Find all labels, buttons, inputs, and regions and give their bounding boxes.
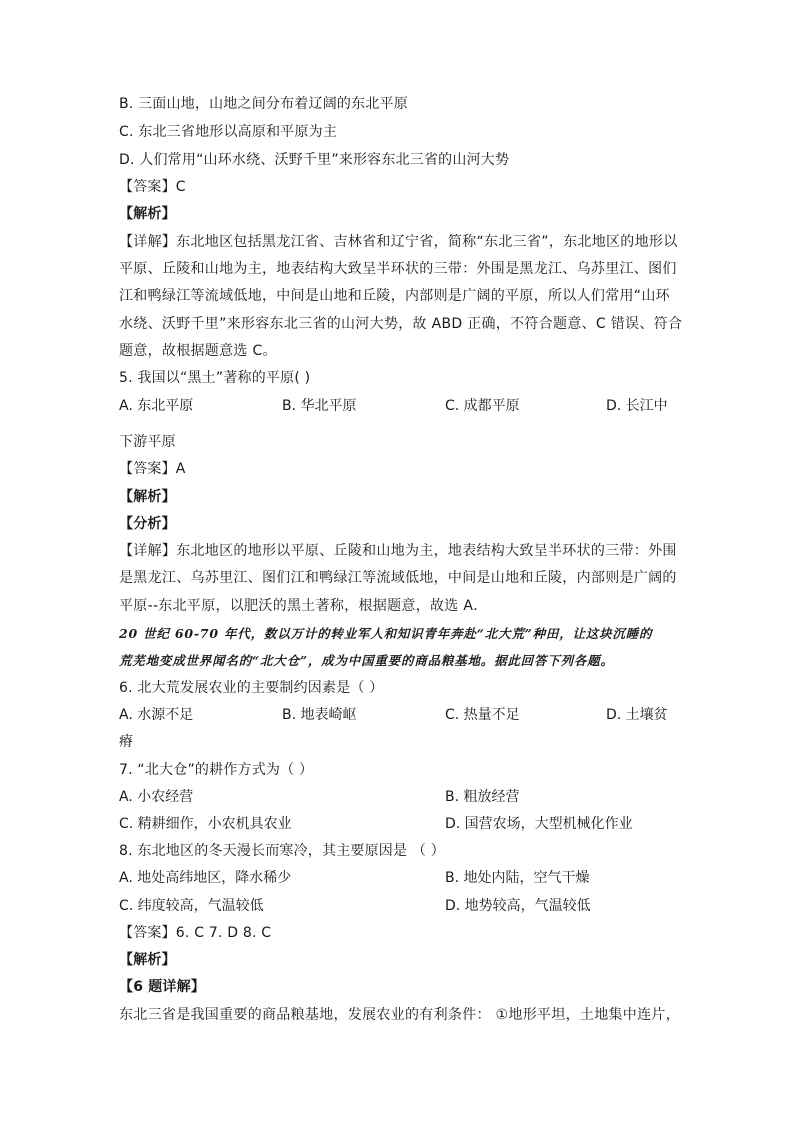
q4-detail-line-1: 【详解】东北地区包括黑龙江省、吉林省和辽宁省，简称“东北三省”，东北地区的地形以 xyxy=(119,234,678,250)
q678-analysis-label: 【解析】 xyxy=(119,952,176,968)
q5-detail-line-1: 【详解】东北地区的地形以平原、丘陵和山地为主，地表结构大致呈半环状的三带：外围 xyxy=(119,543,677,559)
q5-option-d: D. 长江中 xyxy=(606,398,668,414)
q7-option-c: C. 精耕细作，小农机具农业 xyxy=(119,816,292,832)
q4-answer: 【答案】C xyxy=(119,179,186,195)
q8-option-d: D. 地势较高，气温较低 xyxy=(445,898,591,914)
material-line-1: 20 世纪 60-70 年代，数以万计的转业军人和知识青年奔赴“北大荒”种田，让这块沉睡的 xyxy=(119,626,653,641)
q5-option-d-cont: 下游平原 xyxy=(119,434,176,450)
q678-answer: 【答案】6. C 7. D 8. C xyxy=(119,925,272,941)
q6-option-d-cont: 瘠 xyxy=(119,734,134,750)
q4-detail-line-4: 水绕、沃野千里”来形容东北三省的山河大势，故 ABD 正确，不符合题意、C 错误、符合 xyxy=(119,316,683,332)
q4-option-d: D. 人们常用“山环水绕、沃野千里”来形容东北三省的山河大势 xyxy=(119,152,510,168)
q5-fenxi-label: 【分析】 xyxy=(119,516,176,532)
q6-detail-heading: 【6 题详解】 xyxy=(119,979,206,995)
q4-detail-line-2: 平原、丘陵和山地为主，地表结构大致呈半环状的三带：外围是黑龙江、乌苏里江、图们 xyxy=(119,261,677,277)
q6-option-d: D. 土壤贫 xyxy=(606,707,668,723)
q6-option-a: A. 水源不足 xyxy=(119,707,194,723)
q7-option-b: B. 粗放经营 xyxy=(445,789,520,805)
q7-option-a: A. 小农经营 xyxy=(119,789,194,805)
q8-option-a: A. 地处高纬地区，降水稀少 xyxy=(119,870,292,886)
q5-analysis-label: 【解析】 xyxy=(119,489,176,505)
q4-option-b: B. 三面山地，山地之间分布着辽阔的东北平原 xyxy=(119,96,408,112)
q5-stem: 5. 我国以“黑土”著称的平原( ) xyxy=(119,370,311,386)
q7-option-d: D. 国营农场，大型机械化作业 xyxy=(445,816,633,832)
q4-analysis-label: 【解析】 xyxy=(119,206,176,222)
q5-answer: 【答案】A xyxy=(119,461,186,477)
q5-option-a: A. 东北平原 xyxy=(119,398,194,414)
q6-detail-line-1: 东北三省是我国重要的商品粮基地，发展农业的有利条件： ①地形平坦，土地集中连片， xyxy=(119,1007,680,1023)
q8-option-c: C. 纬度较高，气温较低 xyxy=(119,898,264,914)
q6-option-c: C. 热量不足 xyxy=(445,707,520,723)
q4-detail-line-3: 江和鸭绿江等流域低地，中间是山地和丘陵，内部则是广阔的平原，所以人们常用“山环 xyxy=(119,288,670,304)
q4-detail-line-5: 题意，故根据题意选 C。 xyxy=(119,343,277,359)
material-line-2: 荒芜地变成世界闻名的“北大仓”，成为中国重要的商品粮基地。据此回答下列各题。 xyxy=(119,653,614,668)
q6-option-b: B. 地表崎岖 xyxy=(282,707,357,723)
q8-option-b: B. 地处内陆，空气干燥 xyxy=(445,870,590,886)
q5-option-c: C. 成都平原 xyxy=(445,398,520,414)
q4-option-c: C. 东北三省地形以高原和平原为主 xyxy=(119,124,338,140)
q8-stem: 8. 东北地区的冬天漫长而寒冷，其主要原因是 （ ） xyxy=(119,843,445,859)
q5-option-b: B. 华北平原 xyxy=(282,398,357,414)
q5-detail-line-3: 平原--东北平原，以肥沃的黑土著称，根据题意，故选 A． xyxy=(119,598,488,614)
q7-stem: 7. “北大仓”的耕作方式为（ ） xyxy=(119,762,314,778)
q6-stem: 6. 北大荒发展农业的主要制约因素是（ ） xyxy=(119,680,384,696)
q5-detail-line-2: 是黑龙江、乌苏里江、图们江和鸭绿江等流域低地，中间是山地和丘陵，内部则是广阔的 xyxy=(119,570,677,586)
